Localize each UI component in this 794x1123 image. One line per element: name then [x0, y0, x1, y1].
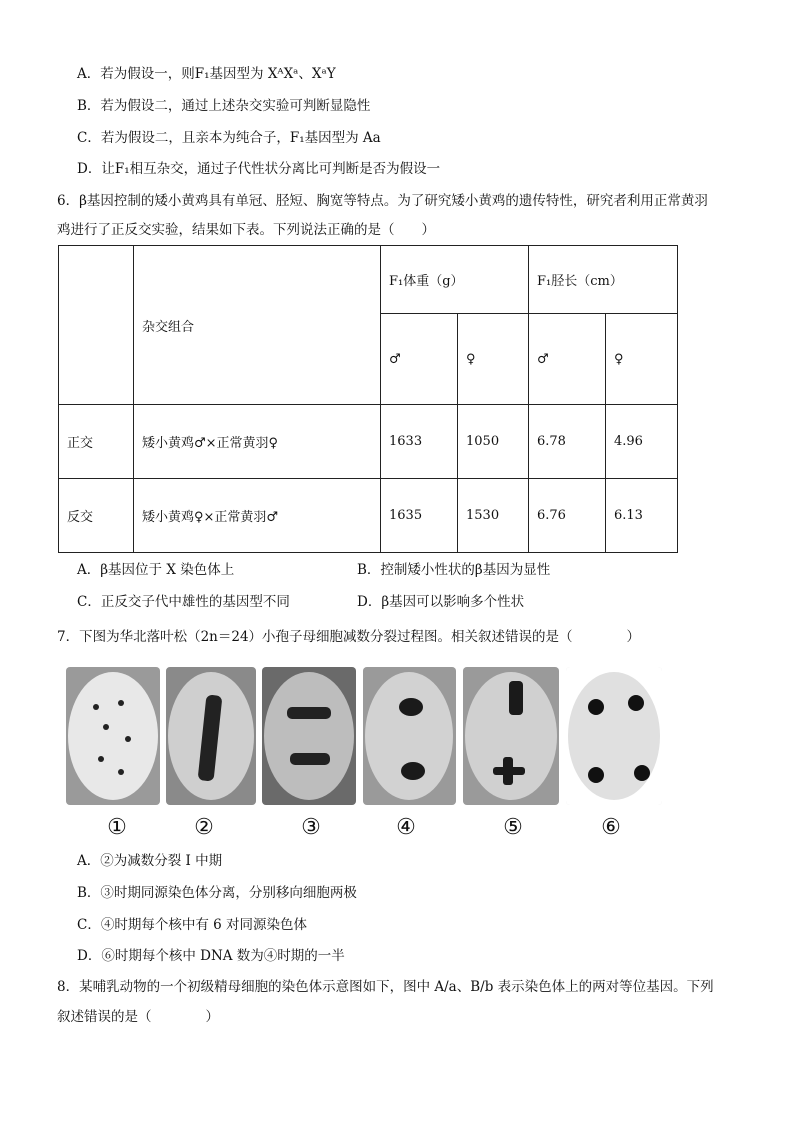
row-type: 反交	[59, 479, 134, 553]
row-weight-female: 1050	[458, 405, 529, 479]
row-weight-male: 1635	[381, 479, 458, 553]
q5-option-c: C．若为假设二，且亲本为纯合子，F₁基因型为 Aa	[77, 130, 381, 146]
q5-option-b: B．若为假设二，通过上述杂交实验可判断显隐性	[77, 98, 371, 114]
micrograph-label-4: ④	[396, 815, 416, 840]
micrograph-5	[463, 667, 559, 805]
micrograph-1	[66, 667, 160, 805]
q5-option-d: D．让F₁相互杂交，通过子代性状分离比可判断是否为假设一	[77, 161, 441, 177]
micrograph-label-3: ③	[301, 815, 321, 840]
q6-results-table	[58, 245, 678, 553]
micrograph-label-2: ②	[194, 815, 214, 840]
table-row	[59, 479, 678, 553]
header-f1-shin: F₁胫长（cm）	[529, 246, 678, 314]
q6-option-d: D．β基因可以影响多个性状	[357, 594, 525, 610]
micrograph-2	[166, 667, 256, 805]
row-type: 正交	[59, 405, 134, 479]
q6-stem-line1: 6．β基因控制的矮小黄鸡具有单冠、胫短、胸宽等特点。为了研究矮小黄鸡的遗传特性，研究者利用正常黄羽	[57, 193, 708, 209]
header-shin-male: ♂	[529, 314, 606, 405]
micrograph-label-6: ⑥	[601, 815, 621, 840]
row-weight-female: 1530	[458, 479, 529, 553]
micrograph-6	[566, 667, 662, 805]
table-row	[59, 405, 678, 479]
row-weight-male: 1633	[381, 405, 458, 479]
row-shin-male: 6.78	[529, 405, 606, 479]
micrograph-3	[262, 667, 356, 805]
row-shin-female: 4.96	[606, 405, 678, 479]
q7-option-d: D．⑥时期每个核中 DNA 数为④时期的一半	[77, 948, 345, 964]
q6-stem-line2: 鸡进行了正反交实验，结果如下表。下列说法正确的是（ ）	[57, 222, 435, 238]
q7-option-c: C．④时期每个核中有 6 对同源染色体	[77, 917, 308, 933]
header-shin-female: ♀	[606, 314, 678, 405]
header-f1-weight: F₁体重（g）	[381, 246, 529, 314]
q8-stem-line1: 8．某哺乳动物的一个初级精母细胞的染色体示意图如下，图中 A/a、B/b 表示染色体上的两对等位基因。下列	[57, 979, 714, 995]
q5-option-a: A．若为假设一，则F₁基因型为 XᴬXᵃ、XᵃY	[77, 66, 336, 82]
micrograph-label-5: ⑤	[503, 815, 523, 840]
header-weight-female: ♀	[458, 314, 529, 405]
row-shin-male: 6.76	[529, 479, 606, 553]
header-weight-male: ♂	[381, 314, 458, 405]
q6-option-b: B．控制矮小性状的β基因为显性	[357, 562, 551, 578]
q6-option-a: A．β基因位于 X 染色体上	[77, 562, 235, 578]
row-combo: 矮小黄鸡♂×正常黄羽♀	[134, 405, 381, 479]
q7-stem: 7．下图为华北落叶松（2n＝24）小孢子母细胞减数分裂过程图。相关叙述错误的是（ ）	[57, 629, 641, 645]
row-combo: 矮小黄鸡♀×正常黄羽♂	[134, 479, 381, 553]
q7-option-a: A．②为减数分裂 Ⅰ 中期	[77, 853, 223, 869]
q8-stem-line2: 叙述错误的是（ ）	[57, 1009, 219, 1025]
q6-option-c: C．正反交子代中雄性的基因型不同	[77, 594, 290, 610]
q7-option-b: B．③时期同源染色体分离，分别移向细胞两极	[77, 885, 357, 901]
table-corner-cell	[59, 246, 134, 405]
micrograph-label-1: ①	[107, 815, 127, 840]
header-cross-combo: 杂交组合	[134, 246, 381, 405]
row-shin-female: 6.13	[606, 479, 678, 553]
micrograph-4	[363, 667, 456, 805]
